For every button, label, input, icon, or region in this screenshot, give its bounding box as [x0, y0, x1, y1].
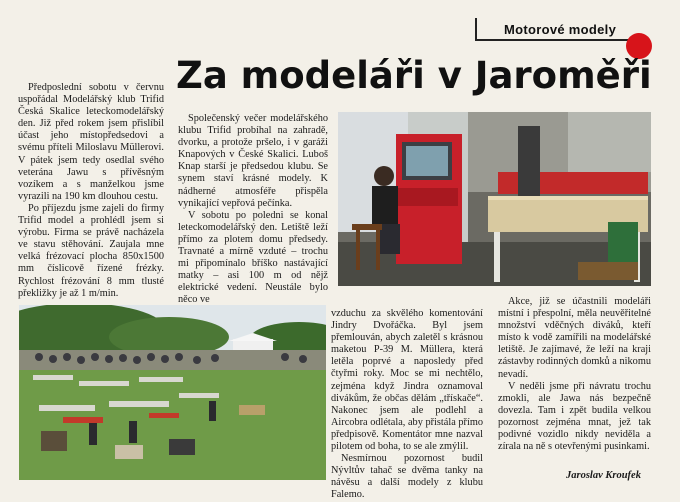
text-column-1 — [18, 82, 164, 300]
paragraph: Akce, již se účastnili modeláři místní i přespolní, měla neuvěřitelné množství vděčných diváků, kteří místo k vodě zamířili na modelářské letiště. Je zajímavé, že leží na kraji zástavby rodinných domků a nikomu nevadí. — [498, 296, 651, 380]
author-signature: Jaroslav Kroufek — [566, 470, 641, 481]
section-label: Motorové modely — [504, 22, 617, 37]
section-divider-vertical — [475, 18, 477, 41]
photo-cnc-workshop — [338, 112, 651, 286]
paragraph: Nesmírnou pozornost budil Nývltův tahač se dvěma tanky na návěsu a další modely z klubu Falemo. — [331, 453, 483, 501]
text-column-2 — [178, 113, 328, 307]
paragraph: Společenský večer modelářského klubu Trifid probíhal na zahradě, dvorku, a protože pršelo, i v garáži Knapových v České Skalici. Luboš Knap starší je předsedou klubu. Se synem staví krásné modely. K nádherné atmosféře přispěla vynikající vepřová pečínka. — [178, 113, 328, 209]
paragraph: Po příjezdu jsme zajeli do firmy Trifid model a prohlédl jsem si výrobu. Firma se právě nacházela ve stavu stěhování. Zaujala mne velká frézovací plocha 850x1500 mm číslicově řízené frézky. Rychlost frézování 8 mm tlusté překližky je až 1 m/min. — [18, 202, 164, 299]
paragraph: vzduchu za skvělého komentování Jindry Dvořáčka. Byl jsem přemlouván, abych zaletěl s krásnou maketou P-39 M. Müllera, která letěla poprvé a naposledy před čtyřmi roky. Moc se mi nechtělo, zejména když Jindra oznamoval divákům, že občas dělám „třískače“. Nakonec jsem ale podlehl a Aircobra odlétala, aby přistála přímo předpisově. Komentátor mne nazval pilotem od boha, to se ale zmýlil. — [331, 308, 483, 453]
paragraph: Předposlední sobotu v červnu uspořádal Modelářský klub Trifid Česká Skalice leteckomodelářský den. Již před rokem jsem přislíbil účast jeho místopředsedovi a svému příteli Miloslavu Müllerovi. V pátek jsem tedy osedlal svého veterána Jawu s přívěsným vozíkem a s manželkou jsme vyrazili na 190 km dlouhou cestu. — [18, 82, 164, 202]
text-column-4 — [498, 296, 651, 453]
paragraph: V neděli jsme při návratu trochu zmokli, ale Jawa nás bezpečně dovezla. Tam i zpět budila velkou pozornost zejména mnat, jež tak podivné vozidlo nikdy neviděla a zírala na ně s otevřenými pusinkami. — [498, 380, 651, 453]
paragraph: V sobotu po poledni se konal leteckomodelářský den. Letiště leží přímo za plotem domu předsedy. Travnaté a mírně vzduté – trochu mi připomínalo bříško nastávající matky – asi 100 m od nějž elektrické vedení. Neustále bylo něco ve — [178, 209, 328, 306]
text-column-3 — [331, 308, 483, 502]
article-headline: Za modeláři v Jaroměři — [176, 54, 652, 97]
photo-airfield-spectators — [19, 305, 326, 480]
section-divider — [477, 39, 635, 41]
